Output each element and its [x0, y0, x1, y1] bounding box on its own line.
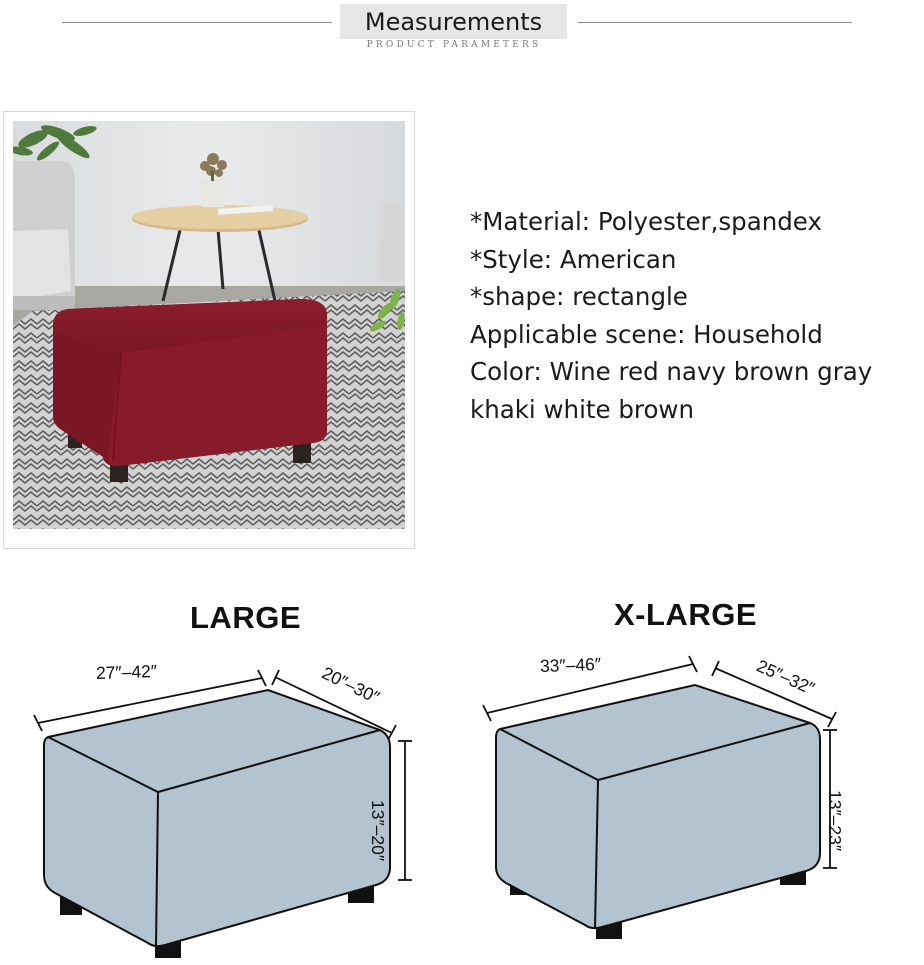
xlarge-height-label: 13″–23″ — [825, 790, 845, 852]
spec-color: Color: Wine red navy brown gray — [470, 357, 873, 386]
large-width-label: 20″–30″ — [318, 662, 383, 708]
spec-shape: *shape: rectangle — [470, 282, 688, 311]
spec-list — [470, 203, 920, 428]
header-rule-left — [62, 22, 332, 23]
xlarge-width-label: 25″–32″ — [753, 655, 818, 699]
large-height-label: 13″–20″ — [368, 800, 388, 862]
header-rule-right — [578, 22, 852, 23]
spec-material: *Material: Polyester,spandex — [470, 207, 822, 236]
spec-scene: Applicable scene: Household — [470, 319, 823, 349]
page-subtitle: PRODUCT PARAMETERS — [366, 40, 542, 50]
spec-color-continued: khaki white brown — [470, 394, 694, 424]
xlarge-length-label: 33″–46″ — [539, 653, 602, 677]
product-photo — [13, 121, 405, 529]
spec-style: *Style: American — [470, 244, 677, 274]
xlarge-size-title: X-LARGE — [614, 597, 757, 632]
large-size-title: LARGE — [190, 600, 301, 635]
page-title: Measurements — [340, 4, 567, 39]
large-ottoman-diagram — [0, 635, 460, 965]
large-length-label: 27″–42″ — [95, 660, 158, 684]
product-photo-frame — [3, 111, 415, 549]
